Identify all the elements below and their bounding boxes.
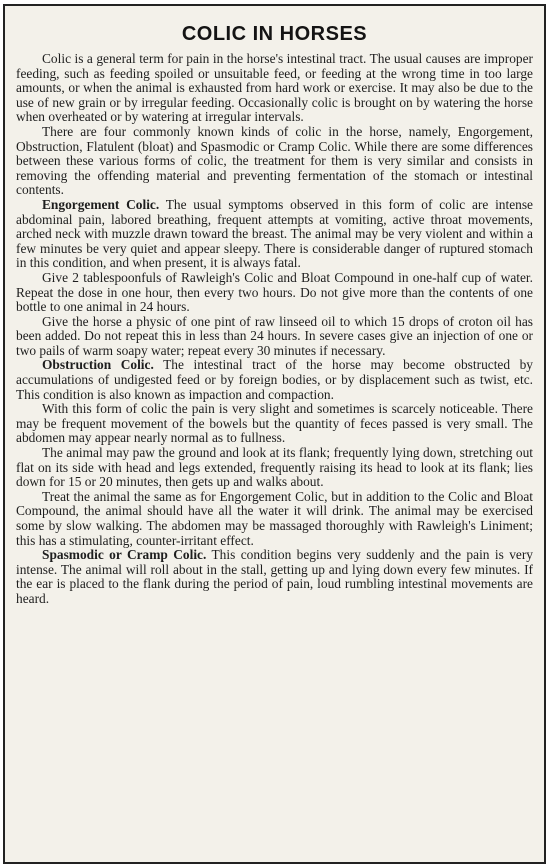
paragraph-heading: Spasmodic or Cramp Colic.	[42, 547, 207, 563]
article-title: COLIC IN HORSES	[181, 23, 368, 45]
paragraph	[16, 358, 533, 402]
article-body	[16, 52, 533, 607]
paragraph-text: Give 2 tablespoonfuls of Rawleigh's Colic and Bloat Compound in one-half cup of water. Repeat the dose in one hour, then every two hours. Do not give more than the contents of one bottle to one animal in 24 hours.	[16, 269, 533, 315]
paragraph-heading: Engorgement Colic.	[42, 196, 160, 212]
article-page	[3, 4, 546, 864]
paragraph	[16, 315, 533, 359]
paragraph-text: Treat the animal the same as for Engorgement Colic, but in addition to the Colic and Bloat Compound, the animal should have all the water it will drink. The animal may be exercised some by slow walking. The abdomen may be massaged thoroughly with Rawleigh's Liniment; this has a stimulating, counter-irritant effect.	[16, 488, 533, 548]
paragraph	[16, 198, 533, 271]
paragraph	[16, 271, 533, 315]
paragraph-text: With this form of colic the pain is very slight and sometimes is scarcely noticeable. There may be frequent movement of the bowels but the quantity of feces passed is very small. The abdomen may appear nearly normal as to fullness.	[16, 401, 533, 446]
paragraph	[16, 490, 533, 548]
paragraph-text: The animal may paw the ground and look at its flank; frequently lying down, stretching out flat on its side with head and legs extended, frequently raising its head to look at its flank; lies down for 15 or 20 minutes, then gets up and walks about.	[16, 445, 533, 490]
paragraph-text: There are four commonly known kinds of colic in the horse, namely, Engorgement, Obstruction, Flatulent (bloat) and Spasmodic or Cramp Colic. While there are some differences between these various forms of colic, the treatment for them is very similar and consists in removing the offending material and preventing fermentation of the stomach or intestinal contents.	[16, 123, 533, 198]
paragraph-heading: Obstruction Colic.	[42, 357, 154, 373]
paragraph	[16, 446, 533, 490]
paragraph	[16, 548, 533, 606]
paragraph-text: Colic is a general term for pain in the horse's intestinal tract. The usual causes are improper feeding, such as feeding spoiled or unsuitable feed, or feeding at the wrong time in too large amounts, or when the animal is exhausted from hard work or exercise. It may also be due to the use of new grain or by irregular feeding. Occasionally colic is brought on by watering the horse when overheated or by watering at irregular intervals.	[16, 51, 533, 125]
paragraph	[16, 52, 533, 125]
paragraph-text: The usual symptoms observed in this form of colic are intense abdominal pain, labored breathing, frequent attempts at vomiting, active throat movements, arched neck with muzzle drawn toward the breast. The animal may be very violent and within a few minutes be very quiet and appear sleepy. There is considerable danger of ruptured stomach in this condition, and when present, it is always fatal.	[16, 196, 533, 271]
paragraph	[16, 125, 533, 198]
paragraph	[16, 402, 533, 446]
paragraph-text: The intestinal tract of the horse may become obstructed by accumulations of undigested feed or by foreign bodies, or by displacement such as twist, etc. This condition is also known as impaction and compaction.	[16, 357, 533, 402]
paragraph-text: Give the horse a physic of one pint of raw linseed oil to which 15 drops of croton oil has been added. Do not repeat this in less than 24 hours. In severe cases give an injection of one or two pails of warm soapy water; repeat every 30 minutes if necessary.	[16, 313, 533, 358]
paragraph-text: This condition begins very suddenly and the pain is very intense. The animal will roll about in the stall, getting up and lying down every few minutes. If the ear is placed to the flank during the period of pain, loud rumbling intestinal movements are heard.	[16, 547, 533, 606]
